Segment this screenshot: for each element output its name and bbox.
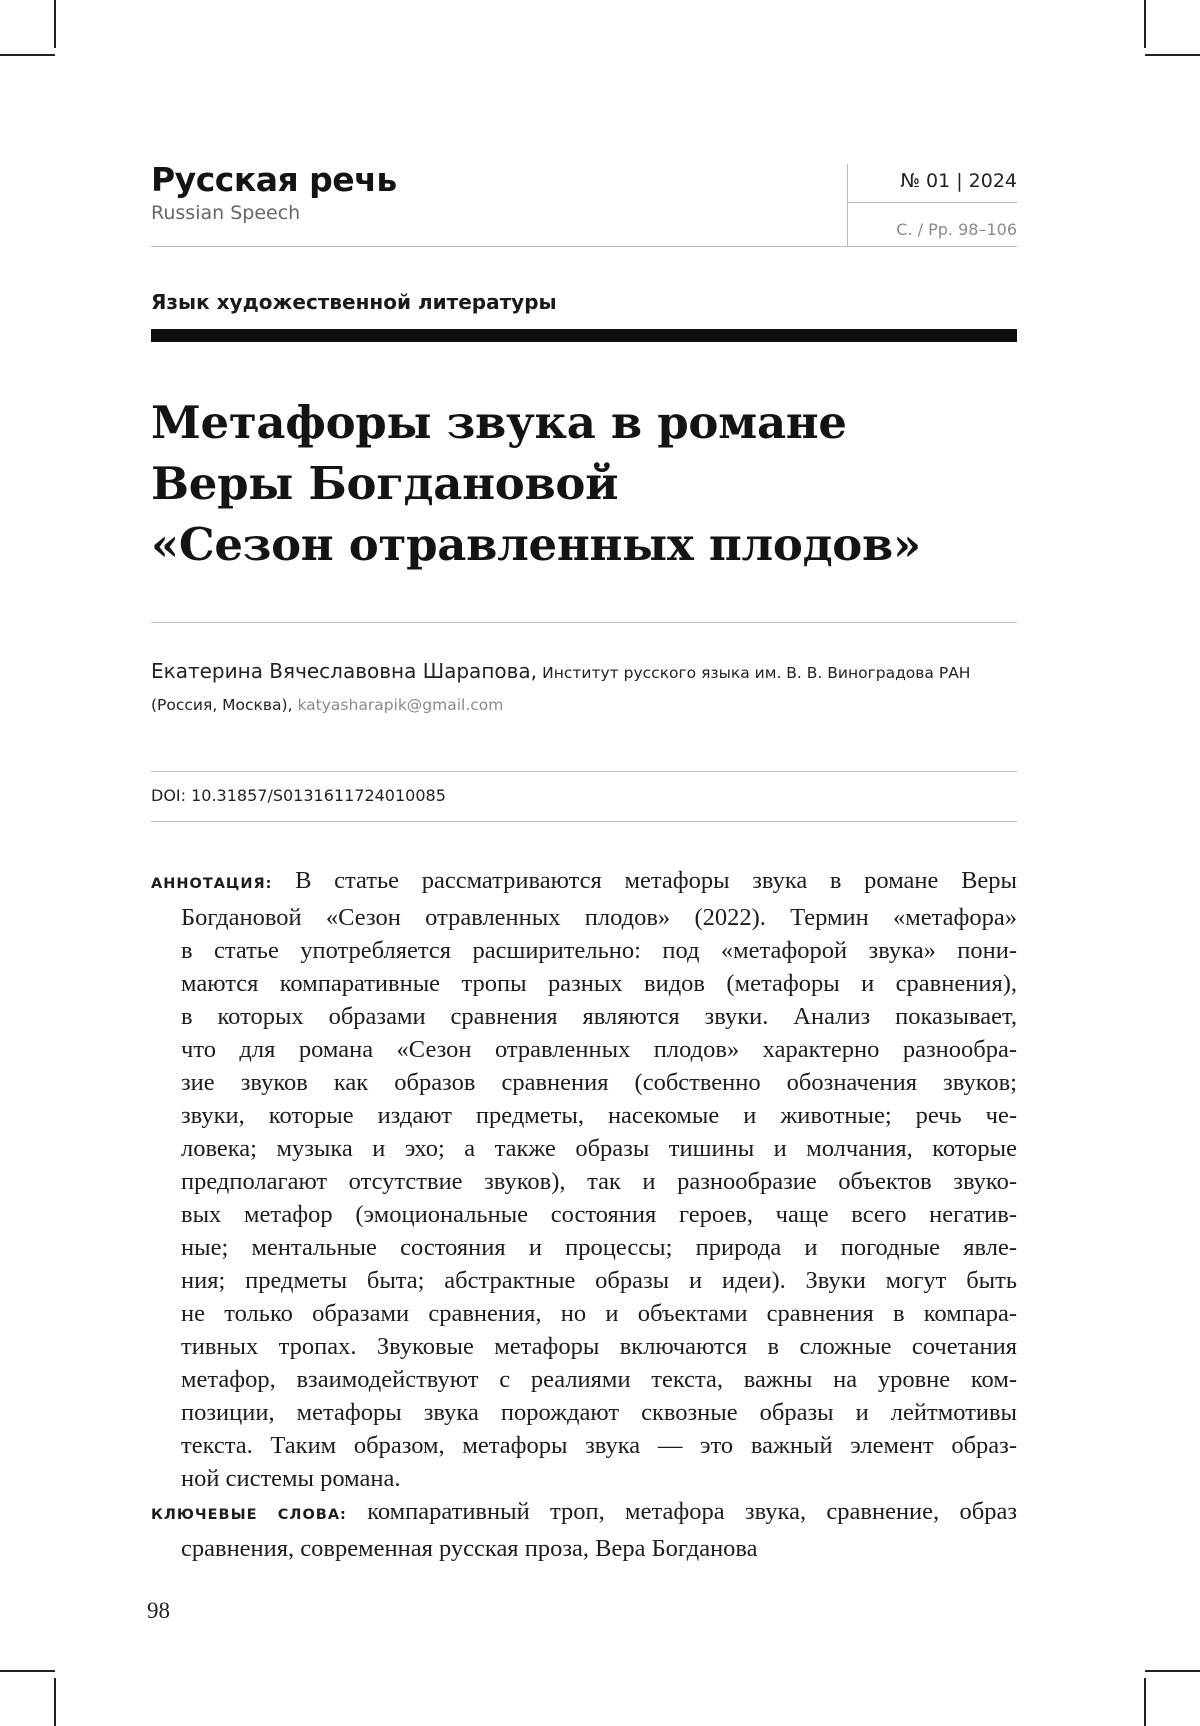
abstract-line: ния; предметы быта; абстрактные образы и идеи). Звуки могут быть	[181, 1267, 1017, 1294]
journal-page	[147, 0, 1018, 1726]
abstract-line: что для романа «Сезон отравленных плодов» характерно разнообра-	[181, 1036, 1017, 1063]
divider-after-title	[151, 622, 1017, 623]
author-line	[151, 659, 1031, 683]
abstract-line: зие звуков как образов сравнения (собственно обозначения звуков;	[181, 1069, 1017, 1096]
abstract-label: АННОТАЦИЯ:	[151, 876, 273, 892]
crop-mark-bottom-left-vertical	[54, 1678, 56, 1726]
abstract-line: маются компаративные тропы разных видов (метафоры и сравнения),	[181, 970, 1017, 997]
abstract-line: ловека; музыка и эхо; а также образы тишины и молчания, которые	[181, 1135, 1017, 1162]
abstract-line: ные; ментальные состояния и процессы; природа и погодные явле-	[181, 1234, 1017, 1261]
abstract	[151, 864, 1017, 1565]
article-title-line: Метафоры звука в романе	[151, 396, 847, 449]
article-title-line: «Сезон отравленных плодов»	[151, 518, 921, 571]
article-title	[151, 392, 1017, 575]
abstract-line: в которых образами сравнения являются звуки. Анализ показывает,	[181, 1003, 1017, 1030]
page-number: 98	[147, 1598, 170, 1623]
section-rule	[151, 329, 1017, 342]
author-location-line	[151, 696, 503, 714]
journal-subtitle: Russian Speech	[151, 202, 301, 224]
abstract-line: не только образами сравнения, но и объектами сравнения в компара-	[181, 1300, 1017, 1327]
author-email-link[interactable]: katyasharapik@gmail.com	[297, 696, 504, 714]
abstract-line: текста. Таким образом, метафоры звука — это важный элемент образ-	[181, 1432, 1017, 1459]
abstract-line: метафор, взаимодействуют с реалиями текста, важны на уровне ком-	[181, 1366, 1017, 1393]
crop-mark-top-right-horizontal	[1145, 54, 1200, 56]
crop-mark-bottom-left-horizontal	[0, 1670, 55, 1672]
page-range: С. / Pp. 98–106	[896, 220, 1017, 239]
abstract-line: в статье употребляется расширительно: под «метафорой звука» пони-	[181, 937, 1017, 964]
author-name: Екатерина Вячеславовна Шарапова,	[151, 659, 538, 683]
divider-after-doi	[151, 821, 1017, 822]
doi[interactable]: DOI: 10.31857/S0131611724010085	[151, 786, 446, 805]
abstract-line: АННОТАЦИЯ: В статье рассматриваются метафоры звука в романе Веры	[151, 867, 1017, 894]
article-title-line: Веры Богдановой	[151, 457, 619, 510]
abstract-line: позиции, метафоры звука порождают сквозные образы и лейтмотивы	[181, 1399, 1017, 1426]
crop-mark-top-left-horizontal	[0, 54, 55, 56]
keywords-line: сравнения, современная русская проза, Вера Богданова	[181, 1535, 758, 1562]
crop-mark-bottom-right-vertical	[1144, 1678, 1146, 1726]
journal-title: Русская речь	[151, 160, 397, 199]
author-affiliation: Институт русского языка им. В. В. Виноградова РАН	[542, 664, 971, 682]
author-location: (Россия, Москва),	[151, 696, 293, 714]
crop-mark-bottom-right-horizontal	[1145, 1670, 1200, 1672]
keywords-label: КЛЮЧЕВЫЕ СЛОВА:	[151, 1507, 347, 1523]
abstract-line: ной системы романа.	[181, 1465, 401, 1492]
crop-mark-top-left-vertical	[54, 0, 56, 48]
keywords-line: КЛЮЧЕВЫЕ СЛОВА: компаративный троп, метафора звука, сравнение, образ	[151, 1498, 1018, 1525]
issue-number: № 01 | 2024	[900, 170, 1017, 192]
section-heading: Язык художественной литературы	[151, 290, 557, 314]
journal-header	[151, 160, 1017, 248]
header-divider-bottom	[151, 246, 1017, 247]
header-divider-vertical	[847, 164, 848, 246]
crop-mark-top-right-vertical	[1144, 0, 1146, 48]
header-divider-middle	[847, 202, 1017, 203]
abstract-line: Богдановой «Сезон отравленных плодов» (2022). Термин «метафора»	[181, 904, 1017, 931]
abstract-line: вых метафор (эмоциональные состояния героев, чаще всего негатив-	[181, 1201, 1017, 1228]
abstract-line: предполагают отсутствие звуков), так и разнообразие объектов звуко-	[181, 1168, 1017, 1195]
abstract-line: звуки, которые издают предметы, насекомые и животные; речь че-	[181, 1102, 1017, 1129]
divider-before-doi	[151, 771, 1017, 772]
abstract-line: тивных тропах. Звуковые метафоры включаются в сложные сочетания	[181, 1333, 1017, 1360]
